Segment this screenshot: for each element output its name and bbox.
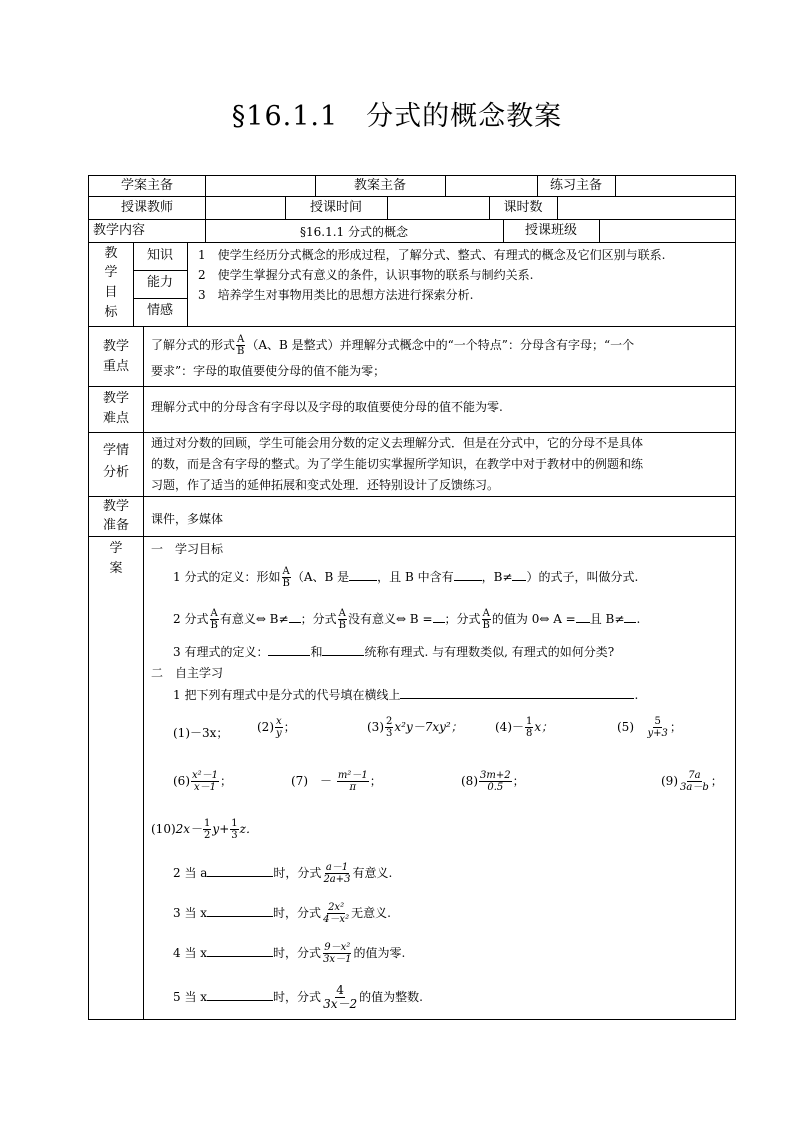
page-title: §16.1.1 分式的概念教案 [231, 101, 563, 132]
zhongdian-label-1: 教学 [102, 339, 129, 354]
expr-7: (7) － $\frac{\text{m²－1}}{\pi}$ ； [291, 770, 382, 793]
s2-question: 2 当 a 时，分式 $\frac{a-1}{2a+3}$ 有意义. [173, 862, 393, 885]
expr-2: (2) $\frac{x}{y}$ ； [257, 716, 296, 739]
xueqing-line-2: 的数，而是含有字母的整式。为了学生能切实掌握所学知识，在教学中对于教材中的例题和练 [151, 457, 644, 471]
sub-label-qinggan: 情感 [146, 303, 173, 318]
zhunbei-label-2: 准备 [102, 518, 129, 533]
label-lianxi-zhubei: 练习主备 [549, 178, 602, 193]
p1-instruction: 1 把下列有理式中是分式的代号填在横线上 . [173, 688, 639, 702]
zhunbei-text: 课件，多媒体 [151, 512, 224, 526]
q1-definition: 1 分式的定义：形如 $\frac{A}{B}$ （A、B 是 ，且 B 中含有 ，B≠ ）的式子，叫做分式. [173, 566, 639, 589]
xueqing-line-3: 习题，作了适当的延伸拓展和变式处理．还特别设计了反馈练习。 [151, 478, 500, 492]
xueqing-label-1: 学情 [102, 443, 129, 458]
sub-label-nengli: 能力 [146, 275, 173, 290]
lesson-plan-table [88, 175, 736, 1020]
goal-item-2: 2 使学生掌握分式有意义的条件，认识事物的联系与制约关系. [198, 268, 534, 282]
xuean-label-1: 学 [109, 541, 123, 556]
zhunbei-label-1: 教学 [102, 499, 129, 514]
goals-label-2: 学 [104, 265, 118, 280]
goals-label-4: 标 [104, 305, 118, 320]
goals-label-3: 目 [104, 285, 118, 300]
expr-9: (9) $\frac{7a}{3a-b}$ ； [661, 770, 723, 793]
label-shouke-jiaoshi: 授课教师 [120, 200, 173, 215]
xueqing-line-1: 通过对分数的回顾，学生可能会用分数的定义去理解分式．但是在分式中，它的分母不是具体 [151, 436, 644, 450]
zhongdian-line-1: 了解分式的形式 $\frac{A}{B}$ （A、B 是整式）并理解分式概念中的“一个特点”：分母含有字母；“一个 [151, 334, 635, 357]
xueqing-label-2: 分析 [102, 465, 129, 480]
nandian-text: 理解分式中的分母含有字母以及字母的取值要使分母的值不能为零. [151, 400, 503, 414]
xuean-label-2: 案 [109, 561, 123, 576]
expr-10: (10)2x－ $\frac{1}{2}$ y+ $\frac{1}{3}$ z． [151, 818, 258, 841]
zhongdian-label-2: 重点 [102, 359, 129, 374]
expr-3: (3) $\frac{2}{3}$ x²y－7xy²； [367, 716, 463, 739]
goal-item-1: 1 使学生经历分式概念的形成过程，了解分式、整式、有理式的概念及它们区别与联系. [198, 248, 666, 262]
expr-1: (1)－3x； [173, 726, 229, 740]
s3-question: 3 当 x 时，分式 $\frac{\text{2x²}}{\text{4－x²}}$ 无意义. [173, 902, 391, 925]
section-1-heading: 一 学习目标 [151, 542, 224, 556]
sub-label-zhishi: 知识 [146, 248, 173, 263]
nandian-label-2: 难点 [102, 411, 129, 426]
label-shouke-banji: 授课班级 [524, 223, 577, 238]
zhongdian-line-2: 要求”：字母的取值要使分母的值不能为零； [151, 364, 386, 378]
label-xuean-zhubei: 学案主备 [120, 178, 173, 193]
label-keshi-shu: 课时数 [503, 200, 543, 215]
expr-6: (6) $\frac{\text{x²－1}}{x-1}$ ； [173, 770, 233, 793]
jiaoxue-neirong-value: §16.1.1 分式的概念 [300, 225, 408, 239]
label-jiaoan-zhubei: 教案主备 [353, 178, 406, 193]
section-2-heading: 二 自主学习 [151, 666, 224, 680]
nandian-label-1: 教学 [102, 391, 129, 406]
expr-5: (5) $\frac{5}{y+3}$ ； [617, 716, 682, 739]
goals-label-1: 教 [104, 246, 118, 261]
label-jiaoxue-neirong: 教学内容 [93, 223, 146, 238]
expr-4: (4)－ $\frac{1}{8}$ x； [495, 716, 554, 739]
label-shouke-shijian: 授课时间 [309, 200, 362, 215]
q2-condition: 2 分式 $\frac{A}{B}$ 有意义⇔ B≠ ；分式 $\frac{A}{B}$ 没有意义⇔ B = ；分式 $\frac{A}{B}$ 的值为 0⇔ A = 且 B≠ . [173, 608, 641, 631]
s5-question: 5 当 x 时，分式 $\frac{4}{3x-2}$ 的值为整数. [173, 983, 423, 1011]
goal-item-3: 3 培养学生对事物用类比的思想方法进行探索分析. [198, 288, 474, 302]
s4-question: 4 当 x 时，分式 $\frac{\text{9－x²}}{3x-1}$ 的值为零. [173, 942, 406, 965]
q3-rational-expr: 3 有理式的定义： 和 统称有理式. 与有理数类似, 有理式的如何分类? [173, 645, 615, 659]
expr-8: (8) $\frac{3m+2}{0.5}$ ； [461, 770, 525, 793]
